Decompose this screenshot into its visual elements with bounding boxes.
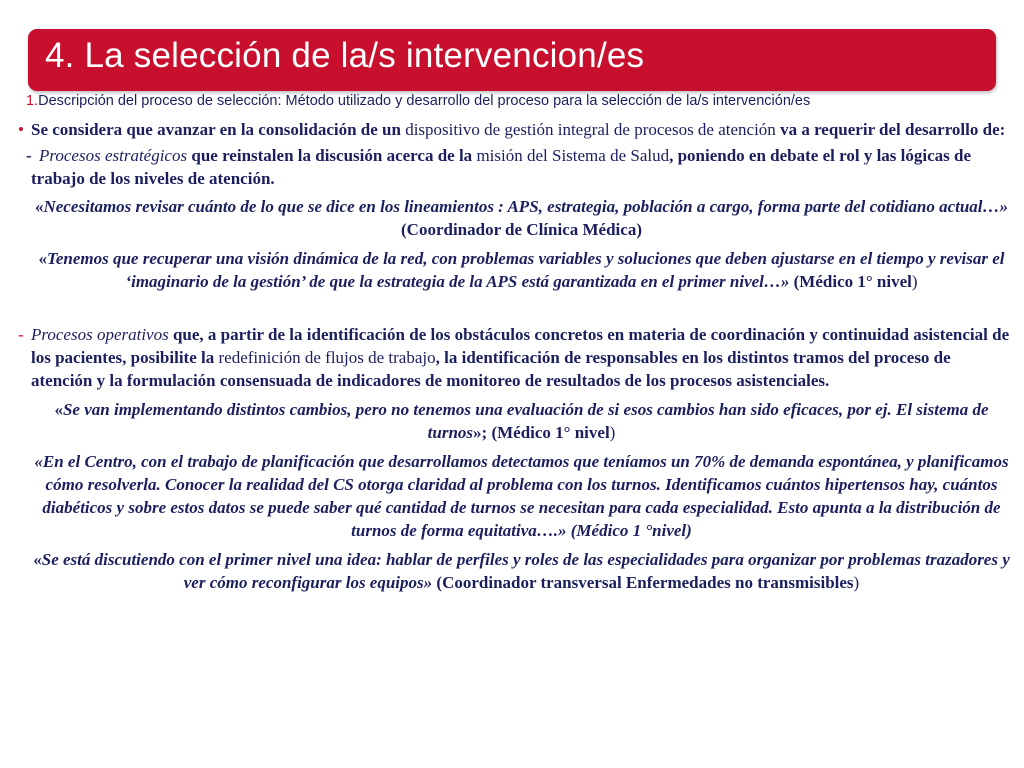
- subtitle-number: 1.: [26, 93, 39, 109]
- bullet-marker: •: [18, 120, 24, 139]
- intro-part1: Se considera que avanzar en la consolidación de un: [31, 120, 406, 139]
- operative-processes-item: [14, 323, 1016, 392]
- quote2-text: Tenemos que recuperar una visión dinámica de la red, con problemas variables y soluciones que deben ajustarse en el tiempo y revisar el ‘imaginario de la gestión’ de que la estrategia de la APS está garantizada en el primer nivel…»: [47, 249, 1005, 291]
- quote-clinica-medica: [14, 195, 1016, 241]
- quote1-text: Necesitamos revisar cuánto de lo que se dice en los lineamientos : APS, estrategia, población a cargo, forma parte del cotidiano actual…»: [43, 197, 1009, 216]
- quote3-open: «: [54, 400, 63, 419]
- quote5-close: ): [853, 573, 860, 592]
- operative-part2: redefinición de flujos de trabajo: [218, 348, 436, 367]
- quote5-text: Se está discutiendo con el primer nivel una idea: hablar de perfiles y roles de las especialidades para organizar por problemas trazadores y ver cómo reconfigurar los equipos»: [41, 550, 1010, 592]
- quote-turnos: [14, 398, 1016, 444]
- quote-perfiles-roles: [14, 548, 1016, 594]
- operative-part3: , la identificación de responsables en los distintos tramos del proceso de atención y la formulación consensuada de indicadores de monitoreo de resultados de los procesos asistenciales.: [31, 348, 951, 390]
- quote-primer-nivel: [14, 247, 1016, 293]
- quote2-open: «: [38, 249, 47, 268]
- dash-marker: -: [26, 146, 32, 165]
- subtitle-text: Descripción del proceso de selección: Método utilizado y desarrollo del proceso para la selección de la/s intervención/es: [38, 93, 811, 109]
- quote3-close: ): [609, 423, 616, 442]
- strategic-processes-item: [14, 144, 1016, 190]
- intro-part3: va a requerir del desarrollo de:: [775, 120, 1006, 139]
- operative-term: Procesos operativos: [31, 325, 169, 344]
- quote1-open: «: [34, 197, 44, 216]
- quote-planificacion: [14, 450, 1016, 542]
- dash-marker: -: [18, 325, 24, 344]
- strategic-part3: , poniendo en debate el rol y las lógicas de trabajo de los niveles de atención.: [31, 146, 972, 188]
- section-subtitle: [26, 93, 1016, 109]
- quote1-attrib: (Coordinador de Clínica Médica): [401, 220, 642, 239]
- quote5-attrib: (Coordinador transversal Enfermedades no transmisibles: [432, 573, 854, 592]
- quote5-open: «: [33, 550, 42, 569]
- quote3-text: Se van implementando distintos cambios, pero no tenemos una evaluación de si esos cambios han sido eficaces, por ej. El sistema de turnos: [62, 400, 989, 442]
- quote2-attrib: (Médico 1° nivel: [789, 272, 912, 291]
- operative-part1: que, a partir de la identificación de los obstáculos concretos en materia de coordinación y continuidad asistencial de los pacientes, posibilite la: [31, 325, 1010, 367]
- intro-part2: dispositivo de gestión integral de procesos de atención: [405, 120, 776, 139]
- strategic-part1: que reinstalen la discusión acerca de la: [187, 146, 477, 165]
- quote4-text: «En el Centro, con el trabajo de planificación que desarrollamos detectamos que teníamos un 70% de demanda espontánea, y planificamos cómo resolverla. Conocer la realidad del CS otorga claridad al problema con los turnos. Identificamos cuántos hipertensos hay, cuántos diabéticos y sobre estos datos se puede saber qué cantidad de turnos se necesitan para cada especialidad. Esto apunta a la distribución de turnos de forma equitativa….» (Médico 1 °nivel): [34, 452, 1009, 540]
- strategic-term: Procesos estratégicos: [39, 146, 188, 165]
- quote3-attrib: »; (Médico 1° nivel: [473, 423, 610, 442]
- slide-title: 4. La selección de la/s intervencion/es: [45, 36, 645, 75]
- intro-bullet: [14, 118, 1016, 141]
- quote2-close: ): [911, 272, 918, 291]
- strategic-part2: misión del Sistema de Salud: [476, 146, 670, 165]
- slide-body: [14, 118, 1016, 594]
